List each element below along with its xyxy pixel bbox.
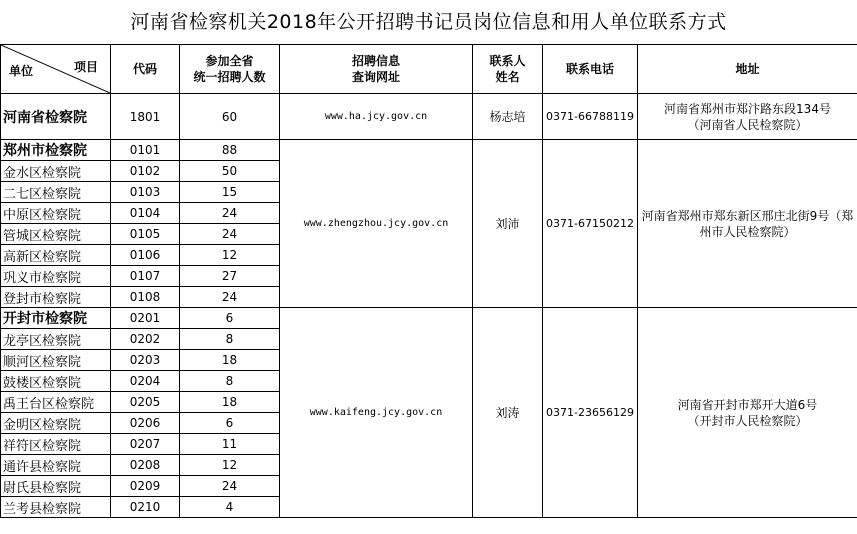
unit-cell: 顺河区检察院 xyxy=(1,350,111,371)
unit-cell: 郑州市检察院 xyxy=(1,140,111,161)
unit-cell: 高新区检察院 xyxy=(1,245,111,266)
quota-cell: 4 xyxy=(180,497,280,518)
unit-cell: 龙亭区检察院 xyxy=(1,329,111,350)
unit-cell: 金明区检察院 xyxy=(1,413,111,434)
code-cell: 0206 xyxy=(111,413,180,434)
unit-cell: 通许县检察院 xyxy=(1,455,111,476)
quota-cell: 24 xyxy=(180,476,280,497)
quota-cell: 60 xyxy=(180,94,280,140)
quota-cell: 24 xyxy=(180,203,280,224)
unit-cell: 巩义市检察院 xyxy=(1,266,111,287)
code-cell: 0205 xyxy=(111,392,180,413)
header-phone: 联系电话 xyxy=(543,45,638,94)
code-cell: 0107 xyxy=(111,266,180,287)
address-line: 州市人民检察院） xyxy=(699,224,796,239)
contact-cell: 杨志培 xyxy=(473,94,543,140)
code-cell: 0102 xyxy=(111,161,180,182)
unit-cell: 开封市检察院 xyxy=(1,308,111,329)
code-cell: 0204 xyxy=(111,371,180,392)
code-cell: 0101 xyxy=(111,140,180,161)
recruitment-table xyxy=(0,44,857,518)
code-cell: 0208 xyxy=(111,455,180,476)
address-cell xyxy=(638,308,857,518)
contact-cell: 刘涛 xyxy=(473,308,543,518)
header-unit: 单位 xyxy=(9,64,34,78)
unit-cell: 鼓楼区检察院 xyxy=(1,371,111,392)
address-cell xyxy=(638,94,857,140)
contact-cell: 刘沛 xyxy=(473,140,543,308)
unit-cell: 河南省检察院 xyxy=(1,94,111,140)
table-body xyxy=(1,94,857,518)
code-cell: 0207 xyxy=(111,434,180,455)
code-cell: 0202 xyxy=(111,329,180,350)
quota-cell: 12 xyxy=(180,455,280,476)
address-line: （河南省人民检察院） xyxy=(687,117,808,132)
unit-cell: 兰考县检察院 xyxy=(1,497,111,518)
page-title: 河南省检察机关2018年公开招聘书记员岗位信息和用人单位联系方式 xyxy=(130,11,727,33)
table-row xyxy=(1,94,857,140)
unit-cell: 管城区检察院 xyxy=(1,224,111,245)
address-line: 河南省郑州市郑东新区邢庄北街9号（郑 xyxy=(641,208,854,223)
header-quota: 参加全省 统一招聘人数 xyxy=(180,45,280,94)
table-row xyxy=(1,140,857,161)
unit-cell: 禹王台区检察院 xyxy=(1,392,111,413)
quota-cell: 24 xyxy=(180,224,280,245)
code-cell: 0106 xyxy=(111,245,180,266)
quota-cell: 27 xyxy=(180,266,280,287)
quota-cell: 50 xyxy=(180,161,280,182)
unit-cell: 尉氏县检察院 xyxy=(1,476,111,497)
quota-cell: 15 xyxy=(180,182,280,203)
code-cell: 0210 xyxy=(111,497,180,518)
header-address: 地址 xyxy=(638,45,857,94)
quota-cell: 12 xyxy=(180,245,280,266)
unit-cell: 祥符区检察院 xyxy=(1,434,111,455)
code-cell: 0105 xyxy=(111,224,180,245)
header-row xyxy=(1,45,857,94)
url-cell: www.zhengzhou.jcy.gov.cn xyxy=(280,140,473,308)
unit-cell: 金水区检察院 xyxy=(1,161,111,182)
header-item: 项目 xyxy=(73,60,98,74)
header-unit-item xyxy=(1,45,111,94)
code-cell: 0108 xyxy=(111,287,180,308)
code-cell: 0104 xyxy=(111,203,180,224)
quota-cell: 18 xyxy=(180,350,280,371)
code-cell: 0209 xyxy=(111,476,180,497)
url-cell: www.ha.jcy.gov.cn xyxy=(280,94,473,140)
table-row xyxy=(1,308,857,329)
quota-cell: 18 xyxy=(180,392,280,413)
header-contact: 联系人 姓名 xyxy=(473,45,543,94)
phone-cell: 0371-66788119 xyxy=(543,94,638,140)
url-cell: www.kaifeng.jcy.gov.cn xyxy=(280,308,473,518)
address-cell xyxy=(638,140,857,308)
unit-cell: 中原区检察院 xyxy=(1,203,111,224)
quota-cell: 8 xyxy=(180,371,280,392)
quota-cell: 88 xyxy=(180,140,280,161)
code-cell: 0103 xyxy=(111,182,180,203)
address-line: 河南省郑州市郑汴路东段134号 xyxy=(664,101,831,116)
address-line: 河南省开封市郑开大道6号 xyxy=(677,397,818,412)
quota-cell: 6 xyxy=(180,413,280,434)
code-cell: 1801 xyxy=(111,94,180,140)
header-url: 招聘信息 查询网址 xyxy=(280,45,473,94)
address-line: （开封市人民检察院） xyxy=(687,413,808,428)
quota-cell: 8 xyxy=(180,329,280,350)
code-cell: 0203 xyxy=(111,350,180,371)
code-cell: 0201 xyxy=(111,308,180,329)
unit-cell: 二七区检察院 xyxy=(1,182,111,203)
quota-cell: 6 xyxy=(180,308,280,329)
unit-cell: 登封市检察院 xyxy=(1,287,111,308)
quota-cell: 24 xyxy=(180,287,280,308)
phone-cell: 0371-67150212 xyxy=(543,140,638,308)
phone-cell: 0371-23656129 xyxy=(543,308,638,518)
header-code: 代码 xyxy=(111,45,180,94)
quota-cell: 11 xyxy=(180,434,280,455)
